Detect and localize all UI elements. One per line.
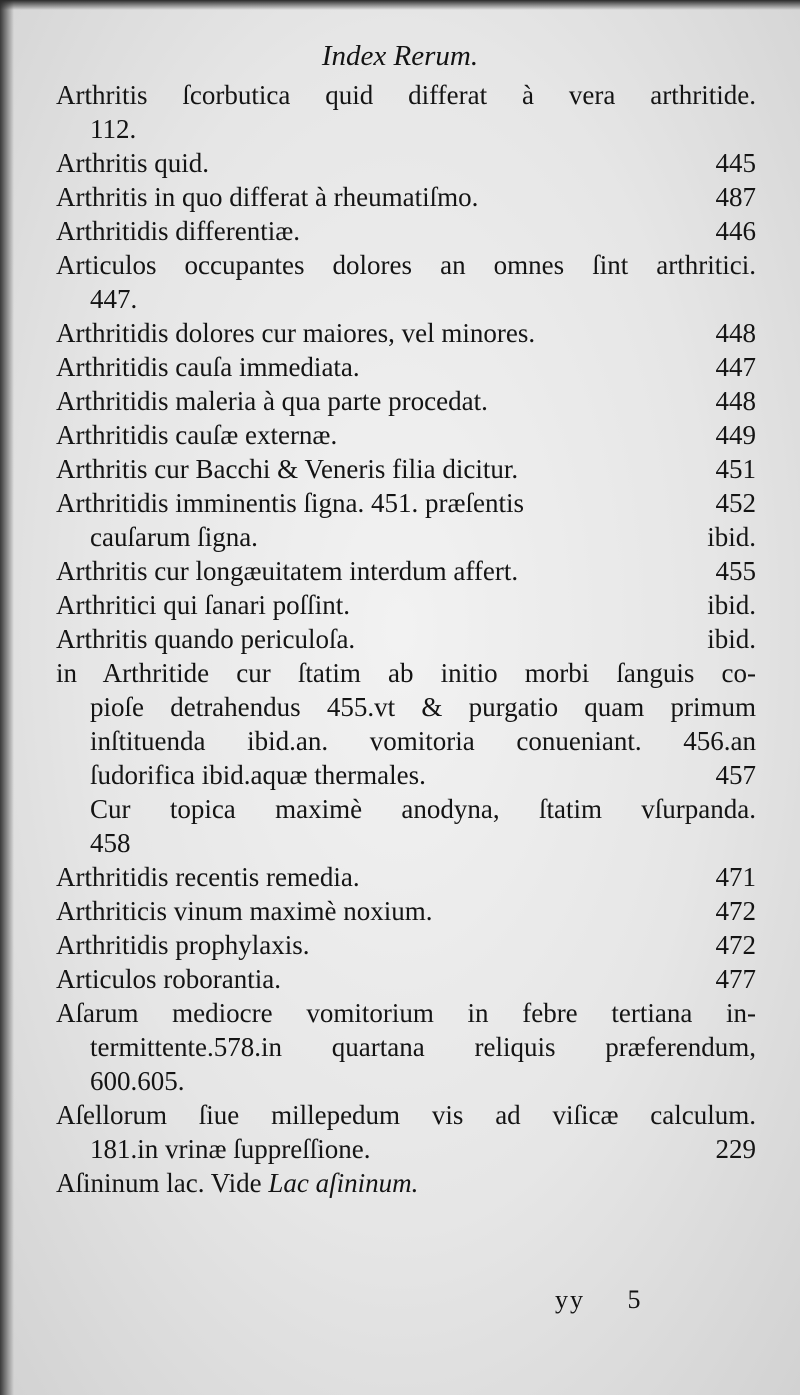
entry-page: 451 xyxy=(715,454,756,484)
entry-text: Arthritidis cauſæ externæ. xyxy=(56,420,338,450)
entry-text: Arthriticis vinum maximè noxium. xyxy=(56,896,433,926)
entry-page: 447 xyxy=(715,352,756,382)
entry-page: 487 xyxy=(715,182,756,212)
entry-line: Cur topica maximè anodyna, ſtatim vſurpanda. xyxy=(90,794,756,824)
entry-page: 472 xyxy=(715,930,756,960)
entry-page: ibid. xyxy=(707,624,756,654)
entry-page: 446 xyxy=(715,216,756,246)
index-entry xyxy=(56,928,756,962)
entry-line: pioſe detrahendus 455.vt & purgatio quam primum xyxy=(90,692,756,722)
entry-line: Aſarum mediocre vomitorium in febre tertiana in- xyxy=(56,998,756,1028)
index-entry xyxy=(56,962,756,996)
entry-page: ibid. xyxy=(707,590,756,620)
entry-text: Arthritidis imminentis ſigna. 451. præſentis xyxy=(56,488,524,518)
entry-page: 229 xyxy=(715,1134,756,1164)
entry-line: termittente.578.in quartana reliquis præferendum, xyxy=(90,1032,756,1062)
entry-text: Arthritis quando periculoſa. xyxy=(56,624,356,654)
index-entry xyxy=(56,418,756,452)
entry-text: 181.in vrinæ ſuppreſſione. xyxy=(90,1134,371,1164)
entry-text: Aſininum lac. Vide xyxy=(56,1168,262,1198)
entry-text: ſudorifica ibid.aquæ thermales. xyxy=(90,760,426,790)
index-entry xyxy=(56,316,756,350)
index-entry xyxy=(56,486,756,554)
entry-cross-reference: Lac aſininum. xyxy=(268,1168,419,1198)
entry-page: 471 xyxy=(715,862,756,892)
entry-text: cauſarum ſigna. xyxy=(90,522,258,552)
entry-page: 477 xyxy=(715,964,756,994)
index-entry xyxy=(56,384,756,418)
entry-text: Arthritidis recentis remedia. xyxy=(56,862,360,892)
index-list xyxy=(56,78,756,1200)
index-entry xyxy=(56,248,756,316)
entry-line: Arthritis ſcorbutica quid differat à vera arthritide. xyxy=(56,80,756,110)
index-entry xyxy=(56,860,756,894)
entry-page: 449 xyxy=(715,420,756,450)
index-entry xyxy=(56,622,756,656)
entry-page: 445 xyxy=(715,148,756,178)
index-entry xyxy=(56,350,756,384)
entry-text: Arthritis cur Bacchi & Veneris filia dicitur. xyxy=(56,454,519,484)
entry-page: 452 xyxy=(715,488,756,518)
entry-text: Articulos roborantia. xyxy=(56,964,281,994)
page-title: Index Rerum. xyxy=(321,40,479,72)
index-entry xyxy=(56,996,756,1098)
entry-text: Arthritidis prophylaxis. xyxy=(56,930,310,960)
index-entry xyxy=(56,656,756,860)
entry-text: Arthritis in quo differat à rheumatiſmo. xyxy=(56,182,479,212)
entry-line: Aſellorum ſiue millepedum vis ad viſicæ calculum. xyxy=(56,1100,756,1130)
entry-line: 458 xyxy=(90,828,131,858)
entry-line: 600.605. xyxy=(90,1066,185,1096)
signature-mark: yy xyxy=(555,1285,585,1314)
index-entry xyxy=(56,894,756,928)
page-footer xyxy=(555,1285,643,1315)
entry-text: Arthritidis maleria à qua parte procedat. xyxy=(56,386,488,416)
index-entry xyxy=(56,180,756,214)
index-entry xyxy=(56,554,756,588)
entry-page: 455 xyxy=(715,556,756,586)
entry-text: Arthritici qui ſanari poſſint. xyxy=(56,590,350,620)
entry-page: 448 xyxy=(715,386,756,416)
catchword-number: 5 xyxy=(627,1285,643,1314)
entry-text: Arthritis cur longæuitatem interdum affert. xyxy=(56,556,519,586)
entry-line: in Arthritide cur ſtatim ab initio morbi ſanguis co- xyxy=(56,658,756,688)
entry-text: Arthritidis cauſa immediata. xyxy=(56,352,360,382)
index-entry xyxy=(56,146,756,180)
entry-text: Arthritis quid. xyxy=(56,148,209,178)
entry-line: inſtituenda ibid.an. vomitoria conueniant. 456.an xyxy=(90,726,756,756)
entry-line: 447. xyxy=(90,284,138,314)
entry-line: 112. xyxy=(90,114,137,144)
entry-text: Arthritidis differentiæ. xyxy=(56,216,300,246)
index-entry xyxy=(56,1166,756,1200)
index-entry xyxy=(56,1098,756,1166)
entry-page: 448 xyxy=(715,318,756,348)
index-entry xyxy=(56,78,756,146)
entry-page: 472 xyxy=(715,896,756,926)
entry-page: 457 xyxy=(715,760,756,790)
index-entry xyxy=(56,452,756,486)
entry-text: Arthritidis dolores cur maiores, vel minores. xyxy=(56,318,536,348)
index-entry xyxy=(56,214,756,248)
entry-line: Articulos occupantes dolores an omnes ſint arthritici. xyxy=(56,250,756,280)
entry-page: ibid. xyxy=(707,522,756,552)
index-entry xyxy=(56,588,756,622)
